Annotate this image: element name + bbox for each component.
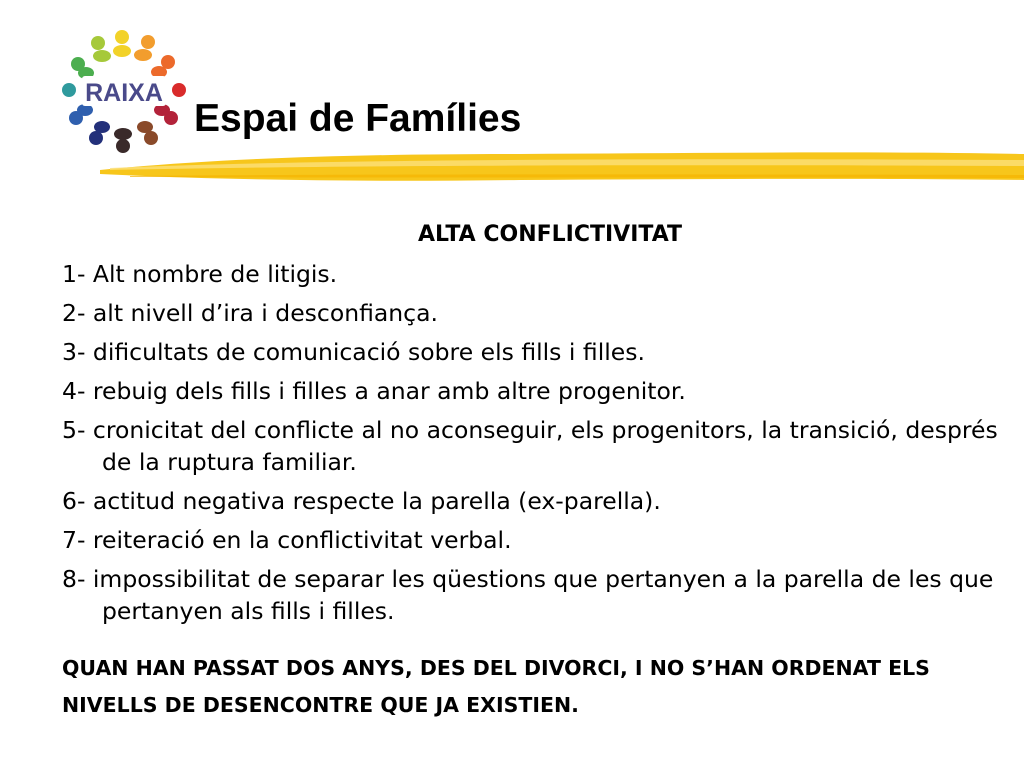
list-item: 5- cronicitat del conflicte al no aconseguir, els progenitors, la transició, després de la ruptura familiar. bbox=[62, 416, 998, 476]
logo-figure-yellow bbox=[113, 30, 131, 57]
page-title: Espai de Famílies bbox=[194, 97, 522, 140]
logo-figure-red-orange bbox=[151, 55, 175, 78]
yellow-brush-stroke bbox=[100, 148, 1024, 188]
logo-figure-teal bbox=[62, 83, 76, 97]
conflict-list bbox=[62, 258, 1012, 634]
logo-figure-green bbox=[71, 57, 94, 79]
logo-people-circle-icon bbox=[58, 28, 190, 156]
logo-figure-blue bbox=[69, 104, 93, 125]
list-item: 7- reiteració en la conflictivitat verbal. bbox=[62, 526, 512, 554]
logo-figure-orange bbox=[134, 35, 155, 61]
logo-figure-lightgreen bbox=[91, 36, 111, 62]
logo-figure-brown bbox=[137, 121, 158, 145]
section-heading: ALTA CONFLICTIVITAT bbox=[417, 222, 683, 247]
raixa-logo bbox=[58, 28, 190, 156]
conclusion-note: QUAN HAN PASSAT DOS ANYS, DES DEL DIVORCI, I NO S’HAN ORDENAT ELS NIVELLS DE DESENCONTRE QUE JA EXISTIEN. bbox=[62, 656, 930, 717]
logo-figure-red bbox=[172, 83, 186, 97]
list-item: 3- dificultats de comunicació sobre els fills i filles. bbox=[62, 338, 645, 366]
list-item: 6- actitud negativa respecte la parella (ex-parella). bbox=[62, 487, 661, 515]
list-item: 8- impossibilitat de separar les qüestions que pertanyen a la parella de les que pertanyen als fills i filles. bbox=[62, 565, 994, 625]
logo-wordmark: RAIXA bbox=[85, 79, 163, 107]
logo-figure-crimson bbox=[154, 104, 178, 125]
list-item: 1- Alt nombre de litigis. bbox=[62, 260, 338, 288]
list-item: 4- rebuig dels fills i filles a anar amb altre progenitor. bbox=[62, 377, 686, 405]
logo-figure-navy bbox=[89, 121, 110, 145]
list-item: 2- alt nivell d’ira i desconfiança. bbox=[62, 299, 438, 327]
